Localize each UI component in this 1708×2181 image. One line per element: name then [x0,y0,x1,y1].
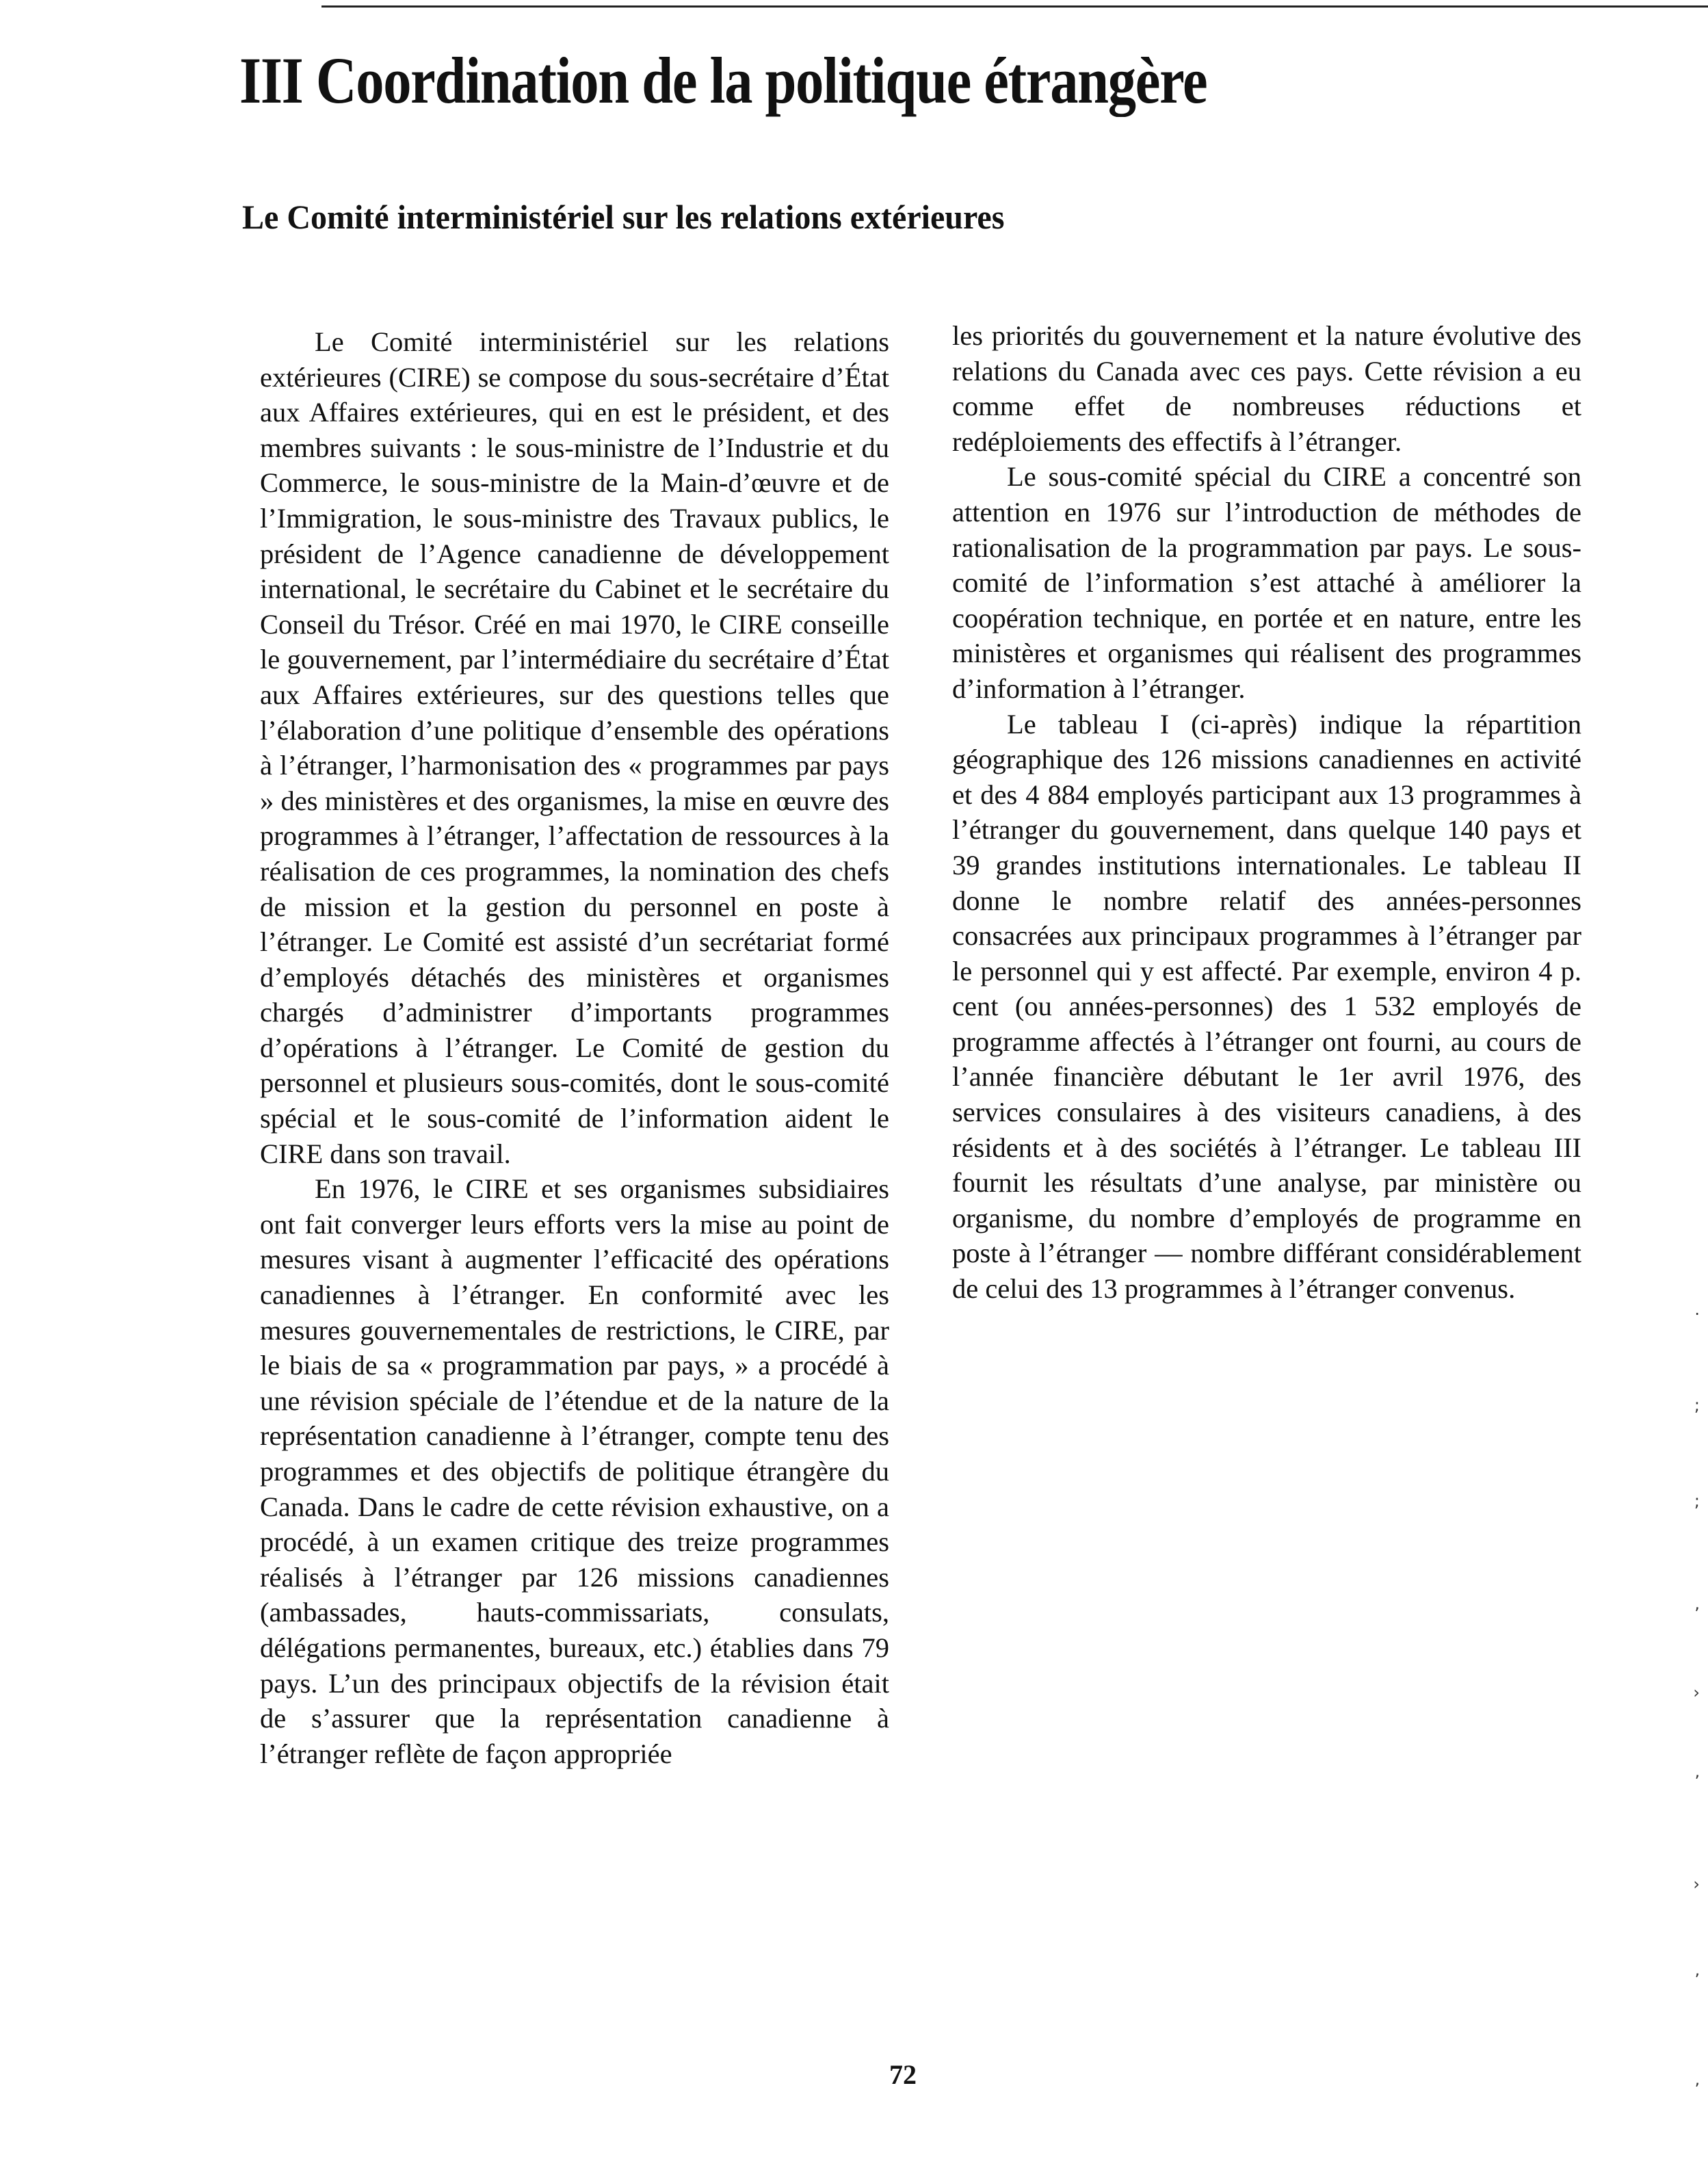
right-column [952,318,1581,1307]
margin-marks [1681,0,1708,2181]
margin-mark: ’ [1694,1970,1700,1989]
paragraph-tableaux: Le tableau I (ci-après) indique la répartition géographique des 126 missions canadiennes en activité et des 4 884 employés participant aux 13 programmes à l’étranger du gouvernement, dans quelque 140 pays et 39 grandes institutions internationales. Le tableau II donne le nombre relatif des années-personnes consacrées aux principaux programmes à l’étranger par le personnel qui y est affecté. Par exemple, environ 4 p. cent (ou années-personnes) des 1 532 employés de programme affectés à l’étranger ont fourni, au cours de l’année financière débutant le 1er avril 1976, des services consulaires à des visiteurs canadiens, à des résidents et à des sociétés à l’étranger. Le tableau III fournit les résultats d’une analyse, par ministère ou organisme, du nombre d’employés de programme en poste à l’étranger — nombre différant considérablement de celui des 13 programmes à l’étranger convenus. [952,708,1581,1305]
margin-mark: ; [1694,1491,1700,1511]
margin-mark: . [1694,1300,1700,1319]
margin-mark: › [1693,1875,1700,1894]
margin-mark: ’ [1694,2080,1700,2099]
margin-mark: › [1693,1683,1700,1702]
paragraph-sous-comite: Le sous-comité spécial du CIRE a concentré son attention en 1976 sur l’introduction de méthodes de rationalisation de la programmation par pays. Le sous-comité de l’information s’est attaché à améliorer la coopération technique, en portée et en nature, entre les ministères et organismes qui réalisent des programmes d’information à l’étranger. [952,461,1581,704]
section-title: Le Comité interministériel sur les relations extérieures [242,198,1005,236]
top-rule [321,5,1708,8]
paragraph-cire-composition: Le Comité interministériel sur les relations extérieures (CIRE) se compose du sous-secrétaire d’État aux Affaires extérieures, qui en est le président, et des membres suivants : le sous-ministre de l’Industrie et du Commerce, le sous-ministre de la Main-d’œuvre et de l’Immigration, le sous-ministre des Travaux publics, le président de l’Agence canadienne de développement international, le secrétaire du Cabinet et le secrétaire du Conseil du Trésor. Créé en mai 1970, le CIRE conseille le gouvernement, par l’intermédiaire du secrétaire d’État aux Affaires extérieures, sur des questions telles que l’élaboration d’une politique d’ensemble des opérations à l’étranger, l’harmonisation des « programmes par pays » des ministères et des organismes, la mise en œuvre des programmes à l’étranger, l’affectation de ressources à la réalisation de ces programmes, la nomination des chefs de mission et la gestion du personnel en poste à l’étranger. Le Comité est assisté d’un secrétariat formé d’employés détachés des ministères et organismes chargés d’administrer d’importants programmes d’opérations à l’étranger. Le Comité de gestion du personnel et plusieurs sous-comités, dont le sous-comité spécial et le sous-comité de l’information aident le CIRE dans son travail. [260,326,889,1169]
paragraph-continuation: les priorités du gouvernement et la nature évolutive des relations du Canada avec ces pays. Cette révision a eu comme effet de nombreuses réductions et redéploiements des effectifs à l’étranger. [952,320,1581,457]
margin-mark: ’ [1694,1772,1700,1791]
margin-mark: ; [1694,1396,1700,1415]
page-number: 72 [889,2059,917,2090]
margin-mark: , [1694,1594,1700,1613]
left-column [260,324,889,1771]
chapter-title: III Coordination de la politique étrangère [239,44,1207,117]
paragraph-1976-efforts: En 1976, le CIRE et ses organismes subsidiaires ont fait converger leurs efforts vers la mise au point de mesures visant à augmenter l’efficacité des opérations canadiennes à l’étranger. En conformité avec les mesures gouvernementales de restrictions, le CIRE, par le biais de sa « programmation par pays, » a procédé à une révision spéciale de l’étendue et de la nature de la représentation canadienne à l’étranger, compte tenu des programmes et des objectifs de politique étrangère du Canada. Dans le cadre de cette révision exhaustive, on a procédé, à un examen critique des treize programmes réalisés à l’étranger par 126 missions canadiennes (ambassades, hauts-commissariats, consulats, délégations permanentes, bureaux, etc.) établies dans 79 pays. L’un des principaux objectifs de la révision était de s’assurer que la représentation canadienne à l’étranger reflète de façon appropriée [260,1173,889,1769]
